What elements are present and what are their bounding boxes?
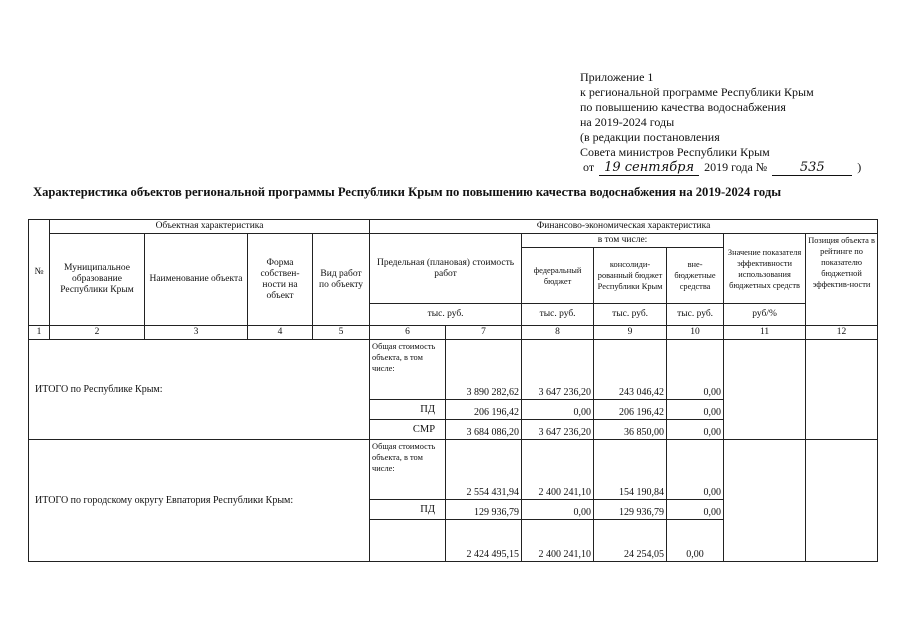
total-label: Общая стоимость объекта, в том числе: bbox=[370, 440, 446, 500]
col-number: 5 bbox=[313, 326, 370, 340]
pd-consolidated: 129 936,79 bbox=[594, 500, 667, 520]
smr-extra: 0,00 bbox=[667, 420, 724, 440]
appendix-line: (в редакции постановления bbox=[580, 130, 720, 144]
total-federal: 3 647 236,20 bbox=[522, 340, 594, 400]
header-ownership: Форма собствен-ности на объект bbox=[248, 234, 313, 326]
header-object-group: Объектная характеристика bbox=[50, 220, 370, 234]
column-number-row bbox=[29, 326, 878, 340]
pd-extra: 0,00 bbox=[667, 400, 724, 420]
pd-label: ПД bbox=[370, 500, 446, 520]
total-federal: 2 400 241,10 bbox=[522, 440, 594, 500]
appendix-line: Приложение 1 bbox=[580, 70, 654, 84]
col-number: 10 bbox=[667, 326, 724, 340]
appendix-line: к региональной программе Республики Крым bbox=[580, 85, 814, 99]
col-number: 12 bbox=[806, 326, 878, 340]
year-text: 2019 года № bbox=[704, 160, 768, 174]
unit-cost: тыс. руб. bbox=[370, 304, 522, 326]
document-title: Характеристика объектов региональной программы Республики Крым по повышению качества водоснабжения на 2019-2024 годы bbox=[33, 185, 782, 199]
pd-federal: 0,00 bbox=[522, 500, 594, 520]
pd-consolidated: 206 196,42 bbox=[594, 400, 667, 420]
smr-consolidated: 36 850,00 bbox=[594, 420, 667, 440]
handwritten-number: 535 bbox=[772, 160, 852, 176]
header-row-1 bbox=[29, 220, 878, 234]
total-extra: 0,00 bbox=[667, 340, 724, 400]
objects-table bbox=[28, 219, 878, 562]
pd-extra: 0,00 bbox=[667, 500, 724, 520]
smr-cost: 2 424 495,15 bbox=[446, 520, 522, 562]
efficiency-cell bbox=[724, 440, 806, 562]
decree-date-line bbox=[580, 160, 880, 176]
unit-consolidated: тыс. руб. bbox=[594, 304, 667, 326]
pd-cost: 206 196,42 bbox=[446, 400, 522, 420]
total-label: Общая стоимость объекта, в том числе: bbox=[370, 340, 446, 400]
header-municipality: Муниципальное образование Республики Крым bbox=[50, 234, 145, 326]
col-number: 9 bbox=[594, 326, 667, 340]
appendix-note bbox=[580, 70, 880, 176]
table-row bbox=[29, 340, 878, 400]
row-label-republic: ИТОГО по Республике Крым: bbox=[29, 340, 370, 440]
col-number: 2 bbox=[50, 326, 145, 340]
header-num: № bbox=[29, 220, 50, 326]
from-label: от bbox=[583, 160, 595, 174]
col-number: 4 bbox=[248, 326, 313, 340]
table-row bbox=[29, 440, 878, 500]
unit-federal: тыс. руб. bbox=[522, 304, 594, 326]
appendix-line: Совета министров Республики Крым bbox=[580, 145, 770, 159]
smr-label-empty bbox=[370, 520, 446, 562]
col-number: 6 bbox=[370, 326, 446, 340]
header-including: в том числе: bbox=[522, 234, 724, 248]
row-label-evpatoria: ИТОГО по городскому округу Евпатория Республики Крым: bbox=[29, 440, 370, 562]
header-finance-group: Финансово-экономическая характеристика bbox=[370, 220, 878, 234]
header-work-type: Вид работ по объекту bbox=[313, 234, 370, 326]
total-cost: 2 554 431,94 bbox=[446, 440, 522, 500]
col-number: 8 bbox=[522, 326, 594, 340]
header-cost: Предельная (плановая) стоимость работ bbox=[370, 234, 522, 304]
smr-cost: 3 684 086,20 bbox=[446, 420, 522, 440]
total-extra: 0,00 bbox=[667, 440, 724, 500]
smr-extra: 0,00 bbox=[667, 520, 724, 562]
total-consolidated: 243 046,42 bbox=[594, 340, 667, 400]
handwritten-date: 19 сентября bbox=[599, 160, 699, 176]
pd-cost: 129 936,79 bbox=[446, 500, 522, 520]
col-number: 11 bbox=[724, 326, 806, 340]
header-extra: вне-бюджетные средства bbox=[667, 248, 724, 304]
smr-federal: 2 400 241,10 bbox=[522, 520, 594, 562]
total-consolidated: 154 190,84 bbox=[594, 440, 667, 500]
smr-consolidated: 24 254,05 bbox=[594, 520, 667, 562]
rating-cell bbox=[806, 340, 878, 440]
unit-efficiency: руб/% bbox=[724, 304, 806, 326]
smr-federal: 3 647 236,20 bbox=[522, 420, 594, 440]
smr-label: СМР bbox=[370, 420, 446, 440]
pd-label: ПД bbox=[370, 400, 446, 420]
col-number: 1 bbox=[29, 326, 50, 340]
total-cost: 3 890 282,62 bbox=[446, 340, 522, 400]
col-number: 3 bbox=[145, 326, 248, 340]
appendix-line: на 2019-2024 годы bbox=[580, 115, 675, 129]
appendix-line: по повышению качества водоснабжения bbox=[580, 100, 786, 114]
pd-federal: 0,00 bbox=[522, 400, 594, 420]
header-row-2 bbox=[29, 234, 878, 248]
header-efficiency: Значение показателя эффективности использования бюджетных средств bbox=[724, 234, 806, 304]
unit-extra: тыс. руб. bbox=[667, 304, 724, 326]
header-federal: федеральный бюджет bbox=[522, 248, 594, 304]
close-paren: ) bbox=[857, 160, 862, 174]
header-object-name: Наименование объекта bbox=[145, 234, 248, 326]
efficiency-cell bbox=[724, 340, 806, 440]
header-consolidated: консолиди-рованный бюджет Республики Крым bbox=[594, 248, 667, 304]
col-number: 7 bbox=[446, 326, 522, 340]
rating-cell bbox=[806, 440, 878, 562]
header-rating: Позиция объекта в рейтинге по показателю бюджетной эффектив-ности bbox=[806, 234, 878, 326]
